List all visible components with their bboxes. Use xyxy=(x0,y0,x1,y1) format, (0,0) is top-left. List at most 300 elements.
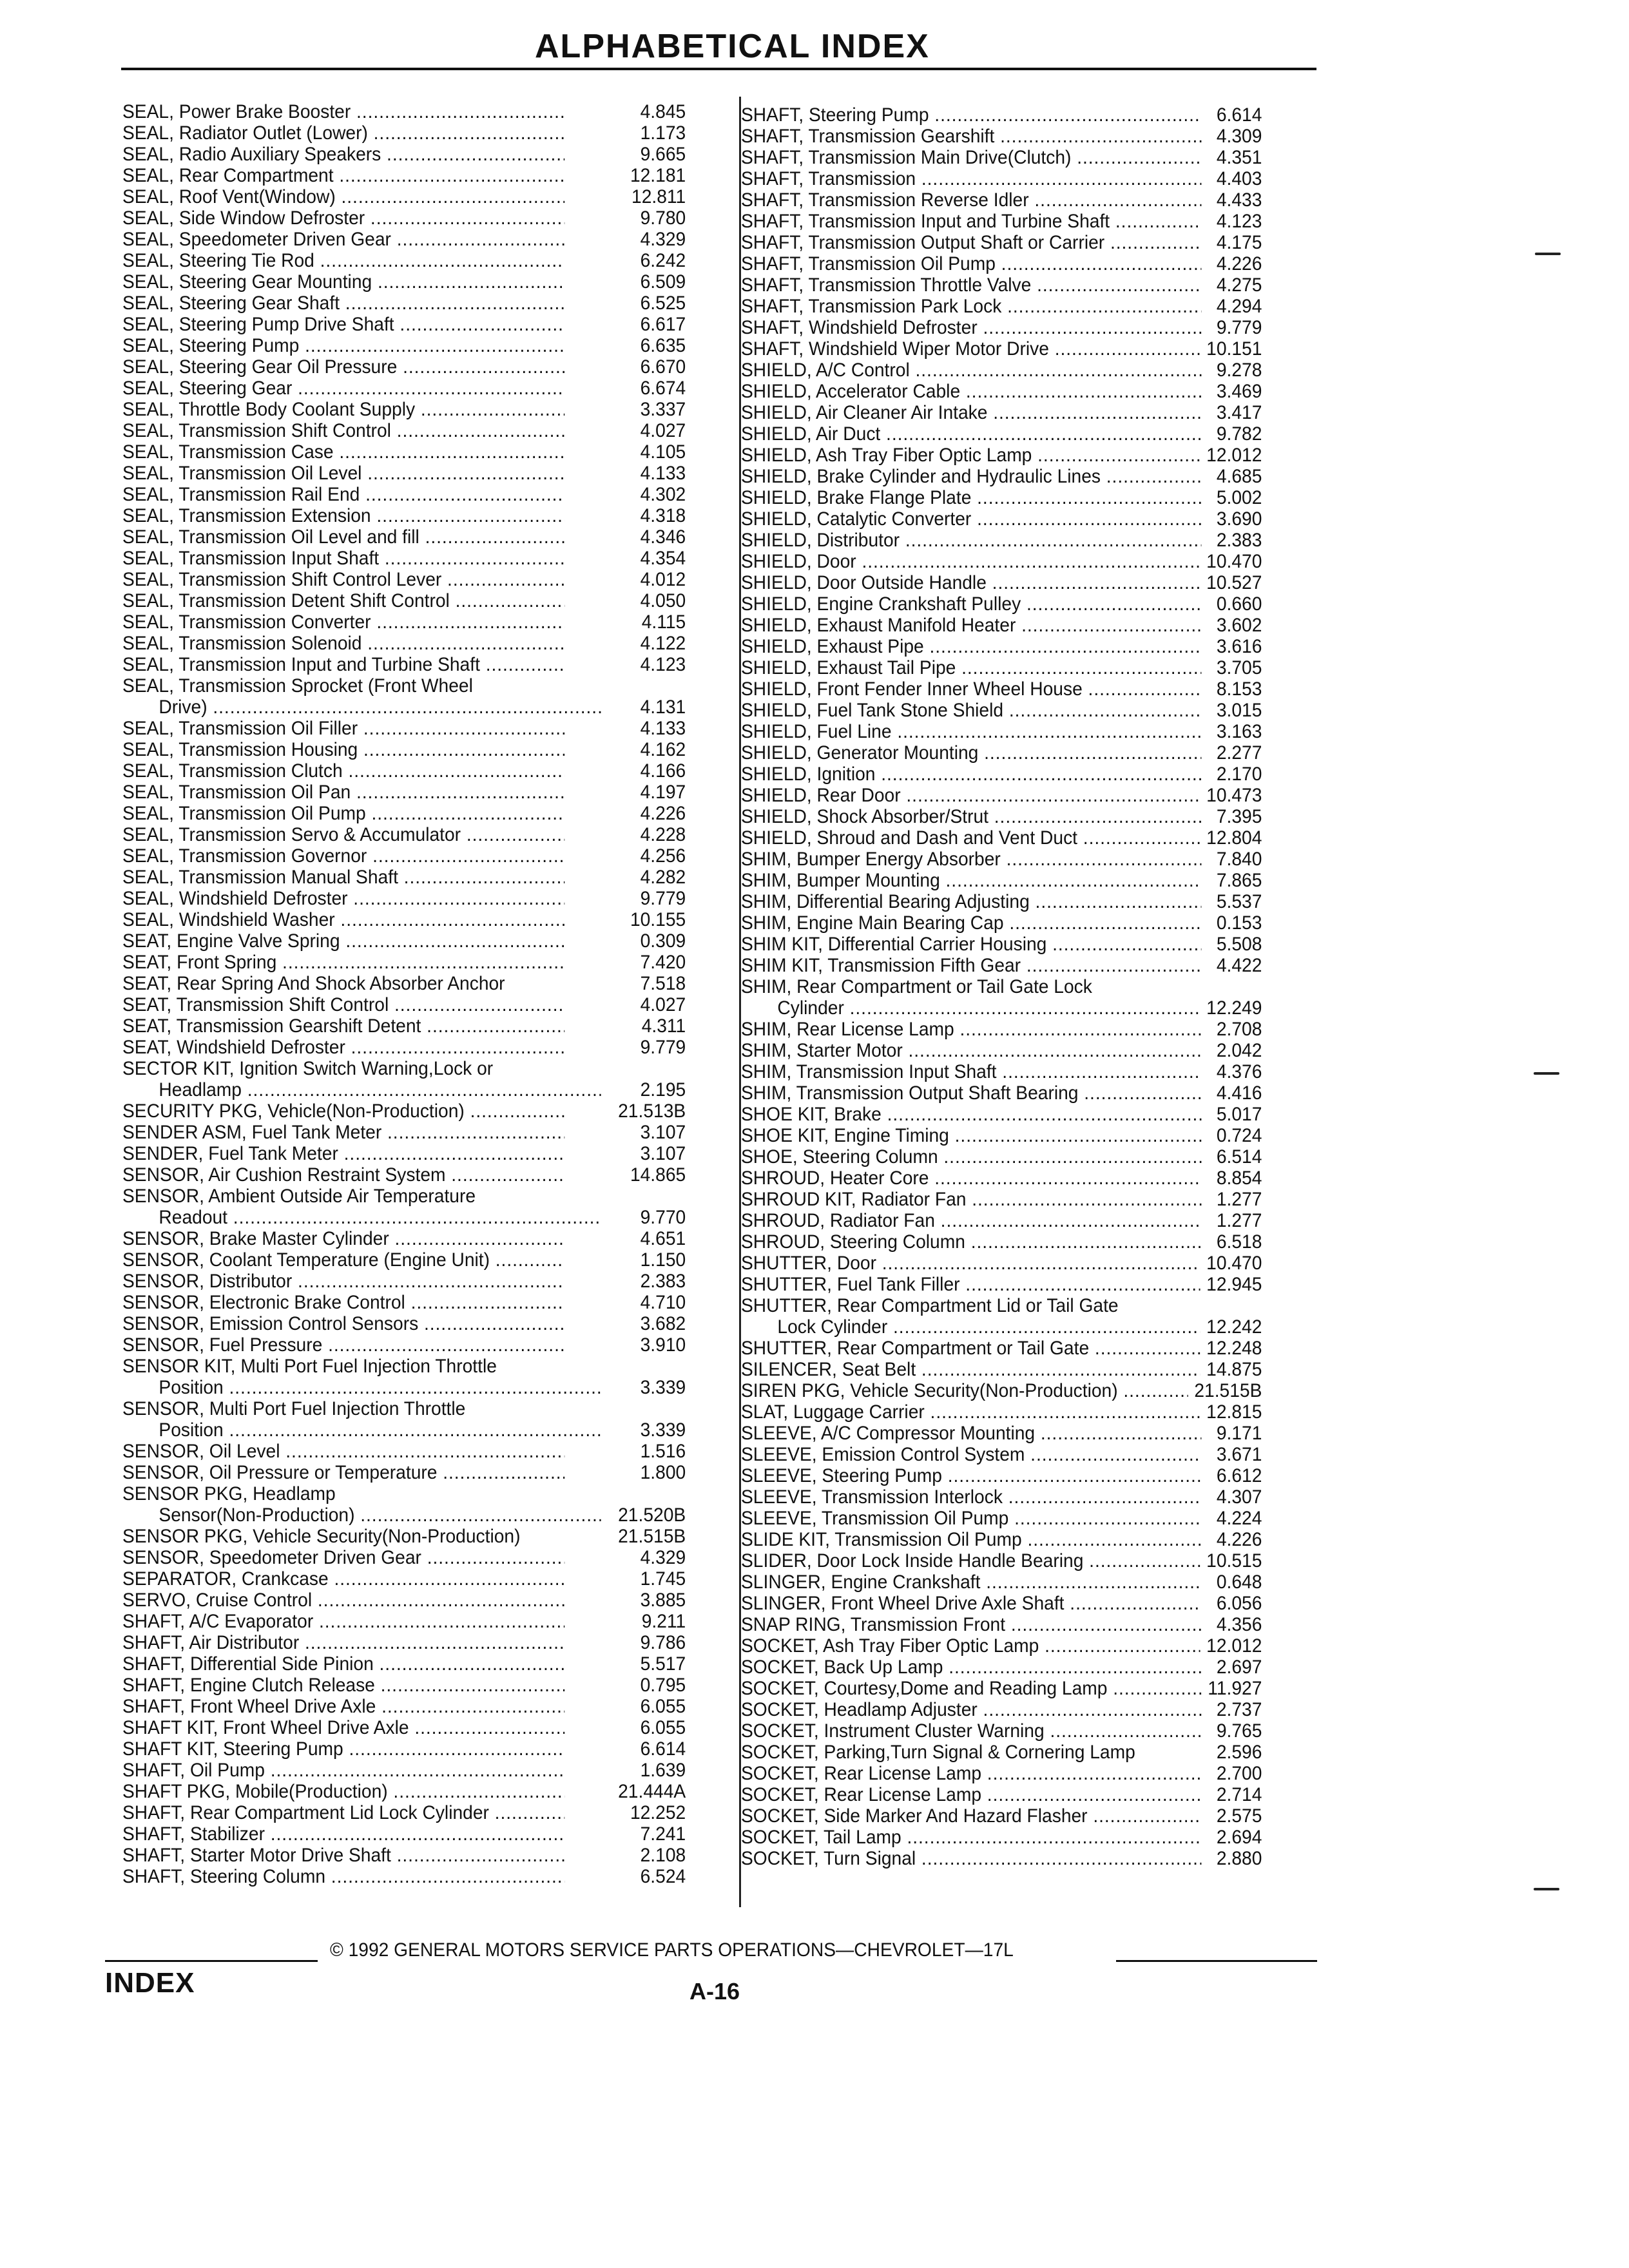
footer-rule-right xyxy=(1116,1960,1317,1962)
index-entry xyxy=(741,1146,1262,1168)
entry-name: SEAL, Transmission Extension ..... xyxy=(122,505,564,526)
index-entry xyxy=(122,144,686,165)
entry-name: SEAL, Speedometer Driven Gear ..... xyxy=(122,229,564,250)
entry-page-ref: 7.865 xyxy=(1210,870,1262,891)
entry-page-ref: 4.175 xyxy=(1210,232,1262,253)
index-entry xyxy=(122,356,686,378)
index-entry xyxy=(122,1249,686,1271)
index-entry xyxy=(741,232,1262,253)
entry-name: SECTOR KIT, Ignition Switch Warning,Lock or xyxy=(122,1058,494,1079)
index-entry xyxy=(122,867,686,888)
entry-page-ref: 10.470 xyxy=(1200,551,1262,572)
index-entry xyxy=(122,1122,686,1143)
entry-page-ref: 12.249 xyxy=(1200,997,1262,1019)
index-entry xyxy=(122,824,686,845)
entry-name: SHAFT, Front Wheel Drive Axle ..... xyxy=(122,1696,564,1717)
entry-page-ref: 4.123 xyxy=(634,654,686,675)
entry-page-ref: 4.133 xyxy=(634,463,686,484)
entry-page-ref: 10.470 xyxy=(1200,1253,1262,1274)
entry-name: SEAL, Transmission Governor ..... xyxy=(122,845,564,867)
entry-name: SHAFT, Differential Side Pinion ..... xyxy=(122,1653,564,1675)
entry-page-ref: 4.651 xyxy=(634,1228,686,1249)
entry-page-ref: 4.845 xyxy=(634,101,686,122)
index-entry xyxy=(741,1061,1262,1082)
entry-page-ref: 2.697 xyxy=(1210,1657,1262,1678)
entry-name: SHIM KIT, Transmission Fifth Gear ..... xyxy=(741,955,1201,976)
index-entry xyxy=(122,271,686,293)
index-entry xyxy=(741,1763,1262,1784)
entry-page-ref: 4.302 xyxy=(634,484,686,505)
entry-name: SHOE KIT, Brake ..... xyxy=(741,1104,1201,1125)
entry-name: SEAL, Windshield Defroster ..... xyxy=(122,888,564,909)
index-entry xyxy=(741,1635,1262,1657)
entry-name: SHAFT, Oil Pump ..... xyxy=(122,1760,564,1781)
margin-tick-mark xyxy=(1534,1888,1559,1890)
entry-page-ref: 3.339 xyxy=(634,1377,686,1398)
entry-name: SOCKET, Rear License Lamp ..... xyxy=(741,1784,1201,1805)
index-entry xyxy=(741,870,1262,891)
entry-page-ref: 9.786 xyxy=(634,1632,686,1653)
entry-name: SLEEVE, Steering Pump ..... xyxy=(741,1465,1201,1486)
entry-page-ref: 9.779 xyxy=(1210,317,1262,338)
entry-page-ref: 2.277 xyxy=(1210,742,1262,764)
entry-name: SHAFT, Steering Pump ..... xyxy=(741,104,1201,126)
entry-name: SOCKET, Ash Tray Fiber Optic Lamp ..... xyxy=(741,1635,1201,1657)
entry-name: SEAL, Transmission Converter ..... xyxy=(122,611,564,633)
index-entry xyxy=(122,293,686,314)
entry-name: SHAFT, Air Distributor ..... xyxy=(122,1632,564,1653)
index-entry xyxy=(122,1866,686,1887)
entry-name: SEAL, Power Brake Booster ..... xyxy=(122,101,564,122)
entry-name: SHAFT, Transmission Reverse Idler ..... xyxy=(741,189,1201,211)
entry-name: SOCKET, Back Up Lamp ..... xyxy=(741,1657,1201,1678)
entry-name: SHIELD, Ash Tray Fiber Optic Lamp ..... xyxy=(741,445,1201,466)
entry-page-ref: 3.107 xyxy=(634,1122,686,1143)
entry-page-ref: 6.055 xyxy=(634,1696,686,1717)
entry-page-ref: 1.800 xyxy=(634,1462,686,1483)
entry-page-ref: 3.469 xyxy=(1210,381,1262,402)
index-entry xyxy=(741,572,1262,593)
entry-page-ref: 7.420 xyxy=(634,952,686,973)
page-number: A-16 xyxy=(689,1978,740,2004)
entry-page-ref: 0.153 xyxy=(1210,912,1262,934)
index-entry xyxy=(122,335,686,356)
entry-page-ref: 4.256 xyxy=(634,845,686,867)
entry-name: SENSOR, Speedometer Driven Gear ..... xyxy=(122,1547,564,1568)
entry-name: SHIELD, Fuel Tank Stone Shield ..... xyxy=(741,700,1201,721)
index-entry xyxy=(741,615,1262,636)
entry-name: SHIM, Transmission Input Shaft ..... xyxy=(741,1061,1201,1082)
entry-name: SHIELD, Shock Absorber/Strut ..... xyxy=(741,806,1201,827)
index-entry xyxy=(122,569,686,590)
entry-page-ref: 21.520B xyxy=(612,1504,686,1526)
index-entry xyxy=(122,1568,686,1590)
footer-rule-left xyxy=(105,1960,318,1962)
entry-page-ref: 8.854 xyxy=(1210,1168,1262,1189)
entry-page-ref: 4.105 xyxy=(634,441,686,463)
index-entry xyxy=(122,1590,686,1611)
entry-name: SERVO, Cruise Control ..... xyxy=(122,1590,564,1611)
entry-name: SLIDER, Door Lock Inside Handle Bearing ..... xyxy=(741,1550,1201,1571)
entry-name: SOCKET, Headlamp Adjuster ..... xyxy=(741,1699,1201,1720)
index-entry xyxy=(122,1356,686,1398)
index-entry xyxy=(741,1444,1262,1465)
entry-name: SHAFT, Transmission Throttle Valve ..... xyxy=(741,274,1201,296)
index-entry xyxy=(122,1802,686,1823)
index-entry xyxy=(122,1462,686,1483)
entry-name: SEAT, Transmission Shift Control ..... xyxy=(122,994,564,1015)
entry-page-ref: 4.224 xyxy=(1210,1508,1262,1529)
index-entry xyxy=(122,1760,686,1781)
entry-name: SEAL, Transmission Sprocket (Front Wheel xyxy=(122,675,473,697)
index-entry xyxy=(122,994,686,1015)
index-entry xyxy=(122,420,686,441)
entry-page-ref: 4.309 xyxy=(1210,126,1262,147)
entry-name: SHIM KIT, Differential Carrier Housing ..... xyxy=(741,934,1201,955)
entry-name: SEAL, Transmission Detent Shift Control ..... xyxy=(122,590,564,611)
section-label: INDEX xyxy=(105,1967,195,1999)
entry-page-ref: 12.945 xyxy=(1200,1274,1262,1295)
entry-name: SHAFT, Windshield Defroster ..... xyxy=(741,317,1201,338)
entry-page-ref: 4.050 xyxy=(634,590,686,611)
entry-name: SENDER ASM, Fuel Tank Meter ..... xyxy=(122,1122,564,1143)
entry-page-ref: 11.927 xyxy=(1202,1678,1262,1699)
index-entry xyxy=(741,338,1262,360)
entry-page-ref: 6.524 xyxy=(634,1866,686,1887)
entry-page-ref: 5.508 xyxy=(1210,934,1262,955)
entry-page-ref: 12.815 xyxy=(1200,1401,1262,1423)
entry-name: SEAL, Transmission Solenoid ..... xyxy=(122,633,564,654)
index-entry xyxy=(741,1423,1262,1444)
entry-page-ref: 2.195 xyxy=(634,1079,686,1100)
entry-page-ref: 0.660 xyxy=(1210,593,1262,615)
index-entry xyxy=(741,1380,1262,1401)
entry-name: SHROUD, Heater Core ..... xyxy=(741,1168,1201,1189)
entry-name: SHIELD, Front Fender Inner Wheel House ..... xyxy=(741,678,1201,700)
entry-page-ref: 1.516 xyxy=(634,1441,686,1462)
index-entry xyxy=(741,742,1262,764)
index-entry xyxy=(122,378,686,399)
entry-page-ref: 4.356 xyxy=(1210,1614,1262,1635)
entry-page-ref: 4.354 xyxy=(634,548,686,569)
entry-name: SHROUD, Radiator Fan ..... xyxy=(741,1210,1201,1231)
entry-page-ref: 21.515B xyxy=(1188,1380,1262,1401)
entry-page-ref: 10.155 xyxy=(624,909,686,930)
entry-name: SHIELD, Ignition ..... xyxy=(741,764,1201,785)
entry-name: SHAFT, Steering Column ..... xyxy=(122,1866,564,1887)
index-entry xyxy=(122,122,686,144)
entry-name: SOCKET, Tail Lamp ..... xyxy=(741,1827,1201,1848)
index-entry xyxy=(741,253,1262,274)
entry-name: SHAFT, Transmission Input and Turbine Shaft ..... xyxy=(741,211,1201,232)
entry-name-continued: Cylinder ..... xyxy=(741,997,1238,1019)
index-entry xyxy=(741,381,1262,402)
index-entry xyxy=(122,207,686,229)
entry-name: SHAFT, A/C Evaporator ..... xyxy=(122,1611,564,1632)
entry-page-ref: 4.197 xyxy=(634,782,686,803)
index-entry xyxy=(741,1805,1262,1827)
entry-page-ref: 6.525 xyxy=(634,293,686,314)
entry-name: SHIELD, Rear Door ..... xyxy=(741,785,1201,806)
index-entry xyxy=(741,912,1262,934)
entry-name: SENSOR, Oil Level ..... xyxy=(122,1441,564,1462)
entry-name: SHAFT PKG, Mobile(Production) ..... xyxy=(122,1781,564,1802)
index-entry xyxy=(741,211,1262,232)
entry-page-ref: 14.865 xyxy=(624,1164,686,1186)
index-entry xyxy=(741,593,1262,615)
entry-page-ref: 8.153 xyxy=(1210,678,1262,700)
entry-page-ref: 6.242 xyxy=(634,250,686,271)
entry-page-ref: 3.910 xyxy=(634,1334,686,1356)
entry-page-ref: 10.527 xyxy=(1200,572,1262,593)
entry-name: SENSOR, Emission Control Sensors ..... xyxy=(122,1313,564,1334)
entry-name: SLEEVE, Transmission Oil Pump ..... xyxy=(741,1508,1201,1529)
entry-name: SHIM, Bumper Mounting ..... xyxy=(741,870,1201,891)
entry-name: SHIELD, Air Cleaner Air Intake ..... xyxy=(741,402,1201,423)
index-entry xyxy=(122,1696,686,1717)
entry-page-ref: 10.515 xyxy=(1200,1550,1262,1571)
entry-name: SHOE, Steering Column ..... xyxy=(741,1146,1201,1168)
entry-name-continued: Readout ..... xyxy=(122,1207,601,1228)
entry-name: SHAFT, Transmission Oil Pump ..... xyxy=(741,253,1201,274)
index-entry xyxy=(741,296,1262,317)
entry-page-ref: 6.518 xyxy=(1210,1231,1262,1253)
entry-page-ref: 4.115 xyxy=(635,611,686,633)
index-entry xyxy=(741,1168,1262,1189)
index-entry xyxy=(122,484,686,505)
index-entry xyxy=(122,505,686,526)
index-entry xyxy=(741,402,1262,423)
index-entry xyxy=(741,1019,1262,1040)
index-entry xyxy=(741,1338,1262,1359)
index-entry xyxy=(122,845,686,867)
entry-name: SENSOR KIT, Multi Port Fuel Injection Throttle xyxy=(122,1356,497,1377)
entry-page-ref: 9.779 xyxy=(634,888,686,909)
entry-name: SEPARATOR, Crankcase ..... xyxy=(122,1568,564,1590)
entry-name: SHAFT, Starter Motor Drive Shaft ..... xyxy=(122,1845,564,1866)
entry-page-ref: 7.518 xyxy=(634,973,686,994)
entry-page-ref: 6.614 xyxy=(1210,104,1262,126)
entry-page-ref: 0.309 xyxy=(634,930,686,952)
entry-name: SEAL, Transmission Manual Shaft ..... xyxy=(122,867,564,888)
index-entry xyxy=(122,314,686,335)
entry-page-ref: 3.885 xyxy=(634,1590,686,1611)
entry-name: SEAL, Transmission Rail End ..... xyxy=(122,484,564,505)
entry-name: SHIM, Differential Bearing Adjusting ..... xyxy=(741,891,1201,912)
entry-name: SHIELD, Engine Crankshaft Pulley ..... xyxy=(741,593,1201,615)
index-entry xyxy=(122,1653,686,1675)
index-entry xyxy=(122,1483,686,1526)
index-entry xyxy=(741,1231,1262,1253)
entry-name: SHIELD, Air Duct ..... xyxy=(741,423,1201,445)
index-entry xyxy=(122,463,686,484)
entry-page-ref: 0.648 xyxy=(1210,1571,1262,1593)
index-entry xyxy=(741,1359,1262,1380)
entry-page-ref: 2.880 xyxy=(1210,1848,1262,1869)
index-entry xyxy=(741,317,1262,338)
index-entry xyxy=(122,526,686,548)
entry-page-ref: 12.248 xyxy=(1200,1338,1262,1359)
entry-name: SEAT, Transmission Gearshift Detent ..... xyxy=(122,1015,564,1037)
entry-page-ref: 3.163 xyxy=(1210,721,1262,742)
entry-page-ref: 12.012 xyxy=(1200,445,1262,466)
entry-name: SHIELD, Distributor ..... xyxy=(741,530,1201,551)
entry-name: SHUTTER, Fuel Tank Filler ..... xyxy=(741,1274,1201,1295)
index-entry xyxy=(741,1401,1262,1423)
index-entry xyxy=(741,445,1262,466)
entry-page-ref: 4.433 xyxy=(1210,189,1262,211)
title-rule xyxy=(121,68,1316,70)
entry-page-ref: 6.670 xyxy=(634,356,686,378)
index-entry xyxy=(741,1486,1262,1508)
entry-name: SEAL, Windshield Washer ..... xyxy=(122,909,564,930)
entry-name: SHAFT KIT, Steering Pump ..... xyxy=(122,1738,564,1760)
entry-name: SHOE KIT, Engine Timing ..... xyxy=(741,1125,1201,1146)
index-entry xyxy=(122,654,686,675)
index-entry xyxy=(741,678,1262,700)
index-entry xyxy=(122,1058,686,1100)
entry-page-ref: 4.123 xyxy=(1210,211,1262,232)
entry-name: SEAL, Transmission Shift Control ..... xyxy=(122,420,564,441)
entry-name: SLAT, Luggage Carrier ..... xyxy=(741,1401,1201,1423)
index-entry xyxy=(741,189,1262,211)
index-entry xyxy=(741,508,1262,530)
entry-name: SENDER, Fuel Tank Meter ..... xyxy=(122,1143,564,1164)
index-entry xyxy=(741,1210,1262,1231)
index-entry xyxy=(741,466,1262,487)
entry-page-ref: 1.639 xyxy=(634,1760,686,1781)
index-entry xyxy=(122,441,686,463)
entry-page-ref: 2.714 xyxy=(1210,1784,1262,1805)
index-entry xyxy=(741,1720,1262,1742)
entry-name: SHIM, Engine Main Bearing Cap ..... xyxy=(741,912,1201,934)
index-entry xyxy=(122,1781,686,1802)
entry-page-ref: 12.242 xyxy=(1200,1316,1262,1338)
index-entry xyxy=(741,934,1262,955)
index-entry xyxy=(741,126,1262,147)
entry-name: SEAL, Transmission Oil Pump ..... xyxy=(122,803,564,824)
index-entry xyxy=(741,274,1262,296)
entry-page-ref: 12.804 xyxy=(1200,827,1262,849)
index-entry xyxy=(122,101,686,122)
entry-page-ref: 2.383 xyxy=(1210,530,1262,551)
entry-page-ref: 7.840 xyxy=(1210,849,1262,870)
entry-page-ref: 2.383 xyxy=(634,1271,686,1292)
entry-page-ref: 5.017 xyxy=(1210,1104,1262,1125)
entry-name: SHIELD, Exhaust Tail Pipe ..... xyxy=(741,657,1201,678)
entry-name: SHIM, Rear License Lamp ..... xyxy=(741,1019,1201,1040)
index-entry xyxy=(741,785,1262,806)
entry-page-ref: 21.513B xyxy=(612,1100,686,1122)
entry-page-ref: 1.150 xyxy=(634,1249,686,1271)
entry-page-ref: 4.228 xyxy=(634,824,686,845)
entry-page-ref: 1.745 xyxy=(634,1568,686,1590)
index-entry xyxy=(741,1678,1262,1699)
index-entry xyxy=(122,909,686,930)
index-entry xyxy=(122,952,686,973)
entry-page-ref: 9.171 xyxy=(1210,1423,1262,1444)
entry-name: SHROUD KIT, Radiator Fan ..... xyxy=(741,1189,1201,1210)
index-entry xyxy=(122,1441,686,1462)
index-entry xyxy=(122,1186,686,1228)
entry-page-ref: 4.162 xyxy=(634,739,686,760)
entry-page-ref: 3.616 xyxy=(1210,636,1262,657)
entry-name: SHIELD, Brake Cylinder and Hydraulic Lines ..... xyxy=(741,466,1201,487)
index-entry xyxy=(741,530,1262,551)
entry-page-ref: 3.015 xyxy=(1210,700,1262,721)
index-entry xyxy=(741,1784,1262,1805)
index-entry xyxy=(741,700,1262,721)
entry-page-ref: 4.710 xyxy=(634,1292,686,1313)
entry-name: SEAL, Steering Tie Rod ..... xyxy=(122,250,564,271)
entry-page-ref: 4.131 xyxy=(634,697,686,718)
index-entry xyxy=(741,1508,1262,1529)
entry-name: SHROUD, Steering Column ..... xyxy=(741,1231,1201,1253)
entry-name: SEAL, Transmission Input Shaft ..... xyxy=(122,548,564,569)
entry-page-ref: 6.055 xyxy=(634,1717,686,1738)
index-entry xyxy=(741,1082,1262,1104)
entry-name: SEAL, Steering Pump Drive Shaft ..... xyxy=(122,314,564,335)
index-entry xyxy=(122,718,686,739)
index-entry xyxy=(741,1742,1262,1763)
entry-page-ref: 4.346 xyxy=(634,526,686,548)
entry-page-ref: 7.395 xyxy=(1210,806,1262,827)
index-entry xyxy=(741,147,1262,168)
entry-page-ref: 21.515B xyxy=(612,1526,686,1547)
index-entry xyxy=(122,1164,686,1186)
entry-name: SHAFT, Transmission Output Shaft or Carrier ..... xyxy=(741,232,1201,253)
entry-name: SEAT, Front Spring ..... xyxy=(122,952,564,973)
entry-page-ref: 4.311 xyxy=(635,1015,686,1037)
entry-page-ref: 1.173 xyxy=(634,122,686,144)
entry-name: SENSOR, Oil Pressure or Temperature ..... xyxy=(122,1462,564,1483)
entry-page-ref: 0.795 xyxy=(634,1675,686,1696)
entry-page-ref: 4.226 xyxy=(1210,253,1262,274)
entry-page-ref: 5.002 xyxy=(1210,487,1262,508)
entry-page-ref: 9.765 xyxy=(1210,1720,1262,1742)
entry-page-ref: 4.416 xyxy=(1210,1082,1262,1104)
entry-page-ref: 6.617 xyxy=(634,314,686,335)
entry-name: SHAFT, Rear Compartment Lid Lock Cylinder ..... xyxy=(122,1802,564,1823)
entry-name-continued: Headlamp ..... xyxy=(122,1079,601,1100)
entry-name: SLIDE KIT, Transmission Oil Pump ..... xyxy=(741,1529,1201,1550)
entry-name: SHIELD, Fuel Line ..... xyxy=(741,721,1201,742)
index-entry xyxy=(122,250,686,271)
entry-name: SHUTTER, Rear Compartment Lid or Tail Gate xyxy=(741,1295,1119,1316)
index-entry xyxy=(122,1037,686,1058)
entry-name-continued: Lock Cylinder ..... xyxy=(741,1316,1238,1338)
entry-name: SEAL, Radio Auxiliary Speakers ..... xyxy=(122,144,564,165)
index-entry xyxy=(741,1189,1262,1210)
entry-page-ref: 0.724 xyxy=(1210,1125,1262,1146)
entry-name: SHIELD, Generator Mounting ..... xyxy=(741,742,1201,764)
entry-page-ref: 4.012 xyxy=(634,569,686,590)
entry-page-ref: 4.027 xyxy=(634,994,686,1015)
index-entry xyxy=(741,721,1262,742)
index-entry xyxy=(741,487,1262,508)
entry-page-ref: 4.307 xyxy=(1210,1486,1262,1508)
index-entry xyxy=(741,806,1262,827)
entry-page-ref: 4.027 xyxy=(634,420,686,441)
entry-page-ref: 3.690 xyxy=(1210,508,1262,530)
entry-name: SEAL, Transmission Case ..... xyxy=(122,441,564,463)
entry-page-ref: 4.133 xyxy=(634,718,686,739)
index-list-right xyxy=(741,104,1295,1869)
entry-name: SHIELD, Catalytic Converter ..... xyxy=(741,508,1201,530)
index-entry xyxy=(741,1571,1262,1593)
index-entry xyxy=(122,1292,686,1313)
entry-name: SHUTTER, Door ..... xyxy=(741,1253,1201,1274)
